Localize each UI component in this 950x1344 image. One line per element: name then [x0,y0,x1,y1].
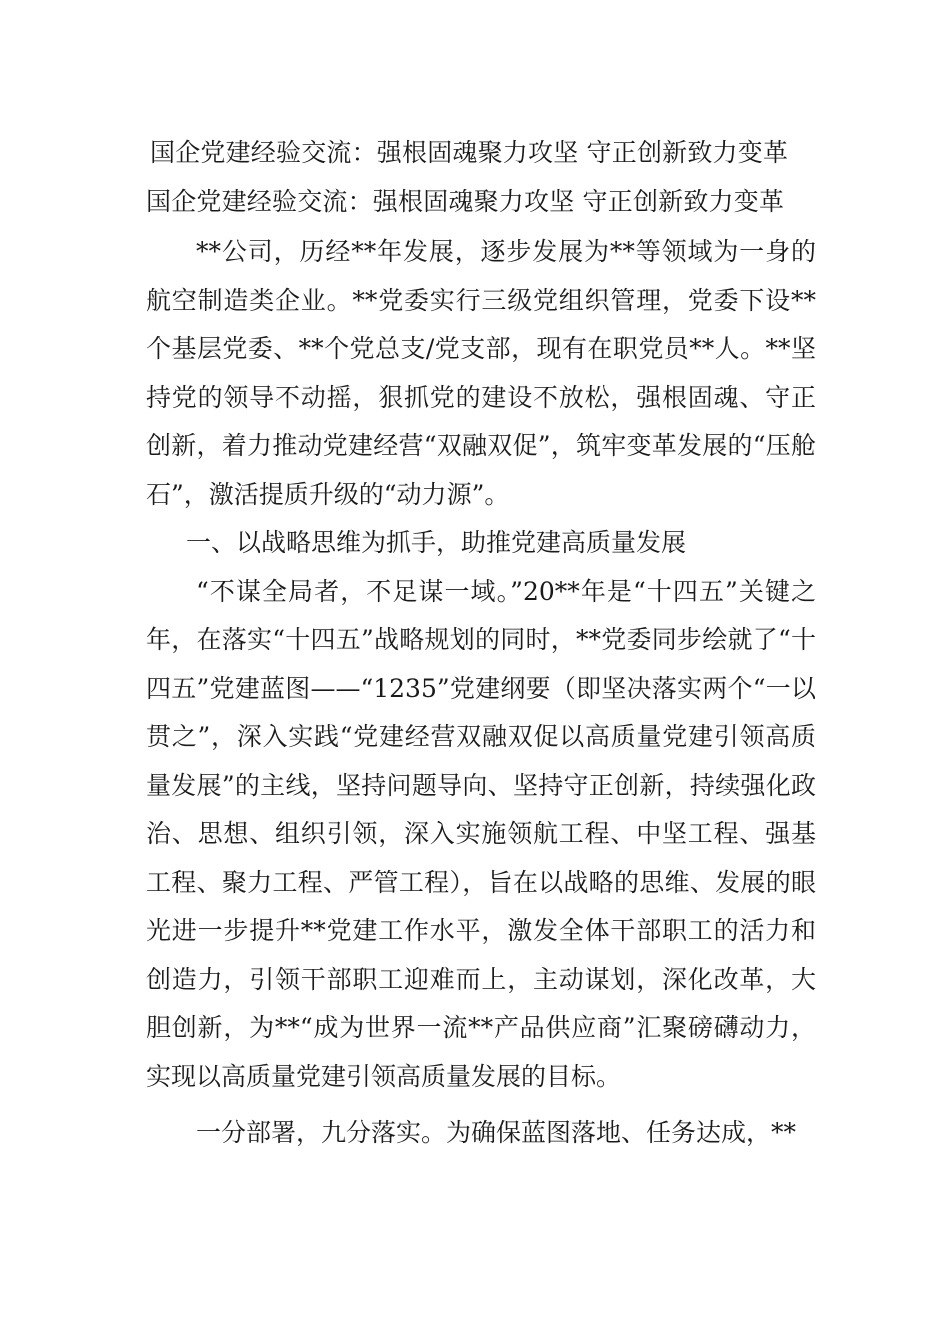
document-title-line-1: 国企党建经验交流：强根固魂聚力攻坚 守正创新致力变革 [150,138,789,167]
section-heading-1: 一、以战略思维为抓手，助推党建高质量发展 [186,528,687,557]
document-body [146,228,816,1158]
paragraph-implementation: 一分部署，九分落实。为确保蓝图落地、任务达成，** [196,1118,797,1147]
paragraph-strategy: “不谋全局者，不足谋一域。”20**年是“十四五”关键之年，在落实“十四五”战略规划的同时，**党委同步绘就了“十四五”党建蓝图——“1235”党建纲要（即坚决落实两个“一以贯之”，深入实践“党建经营双融双促以高质量党建引领高质量发展”的主线，坚持问题导向、坚持守正创新，持续强化政治、思想、组织引领，深入实施领航工程、中坚工程、强基工程、聚力工程、严管工程），旨在以战略的思维、发展的眼光进一步提升**党建工作水平，激发全体干部职工的活力和创造力，引领干部职工迎难而上，主动谋划，深化改革，大胆创新，为**“成为世界一流**产品供应商”汇聚磅礴动力，实现以高质量党建引领高质量发展的目标。 [146,576,816,1091]
document-title-line-2: 国企党建经验交流：强根固魂聚力攻坚 守正创新致力变革 [146,187,785,216]
paragraph-intro: **公司，历经**年发展，逐步发展为**等领域为一身的航空制造类企业。**党委实行三级党组织管理，党委下设**个基层党委、**个党总支/党支部，现有在职党员**人。**坚持党的领导不动摇，狠抓党的建设不放松，强根固魂、守正创新，着力推动党建经营“双融双促”，筑牢变革发展的“压舱石”，激活提质升级的“动力源”。 [146,237,816,509]
